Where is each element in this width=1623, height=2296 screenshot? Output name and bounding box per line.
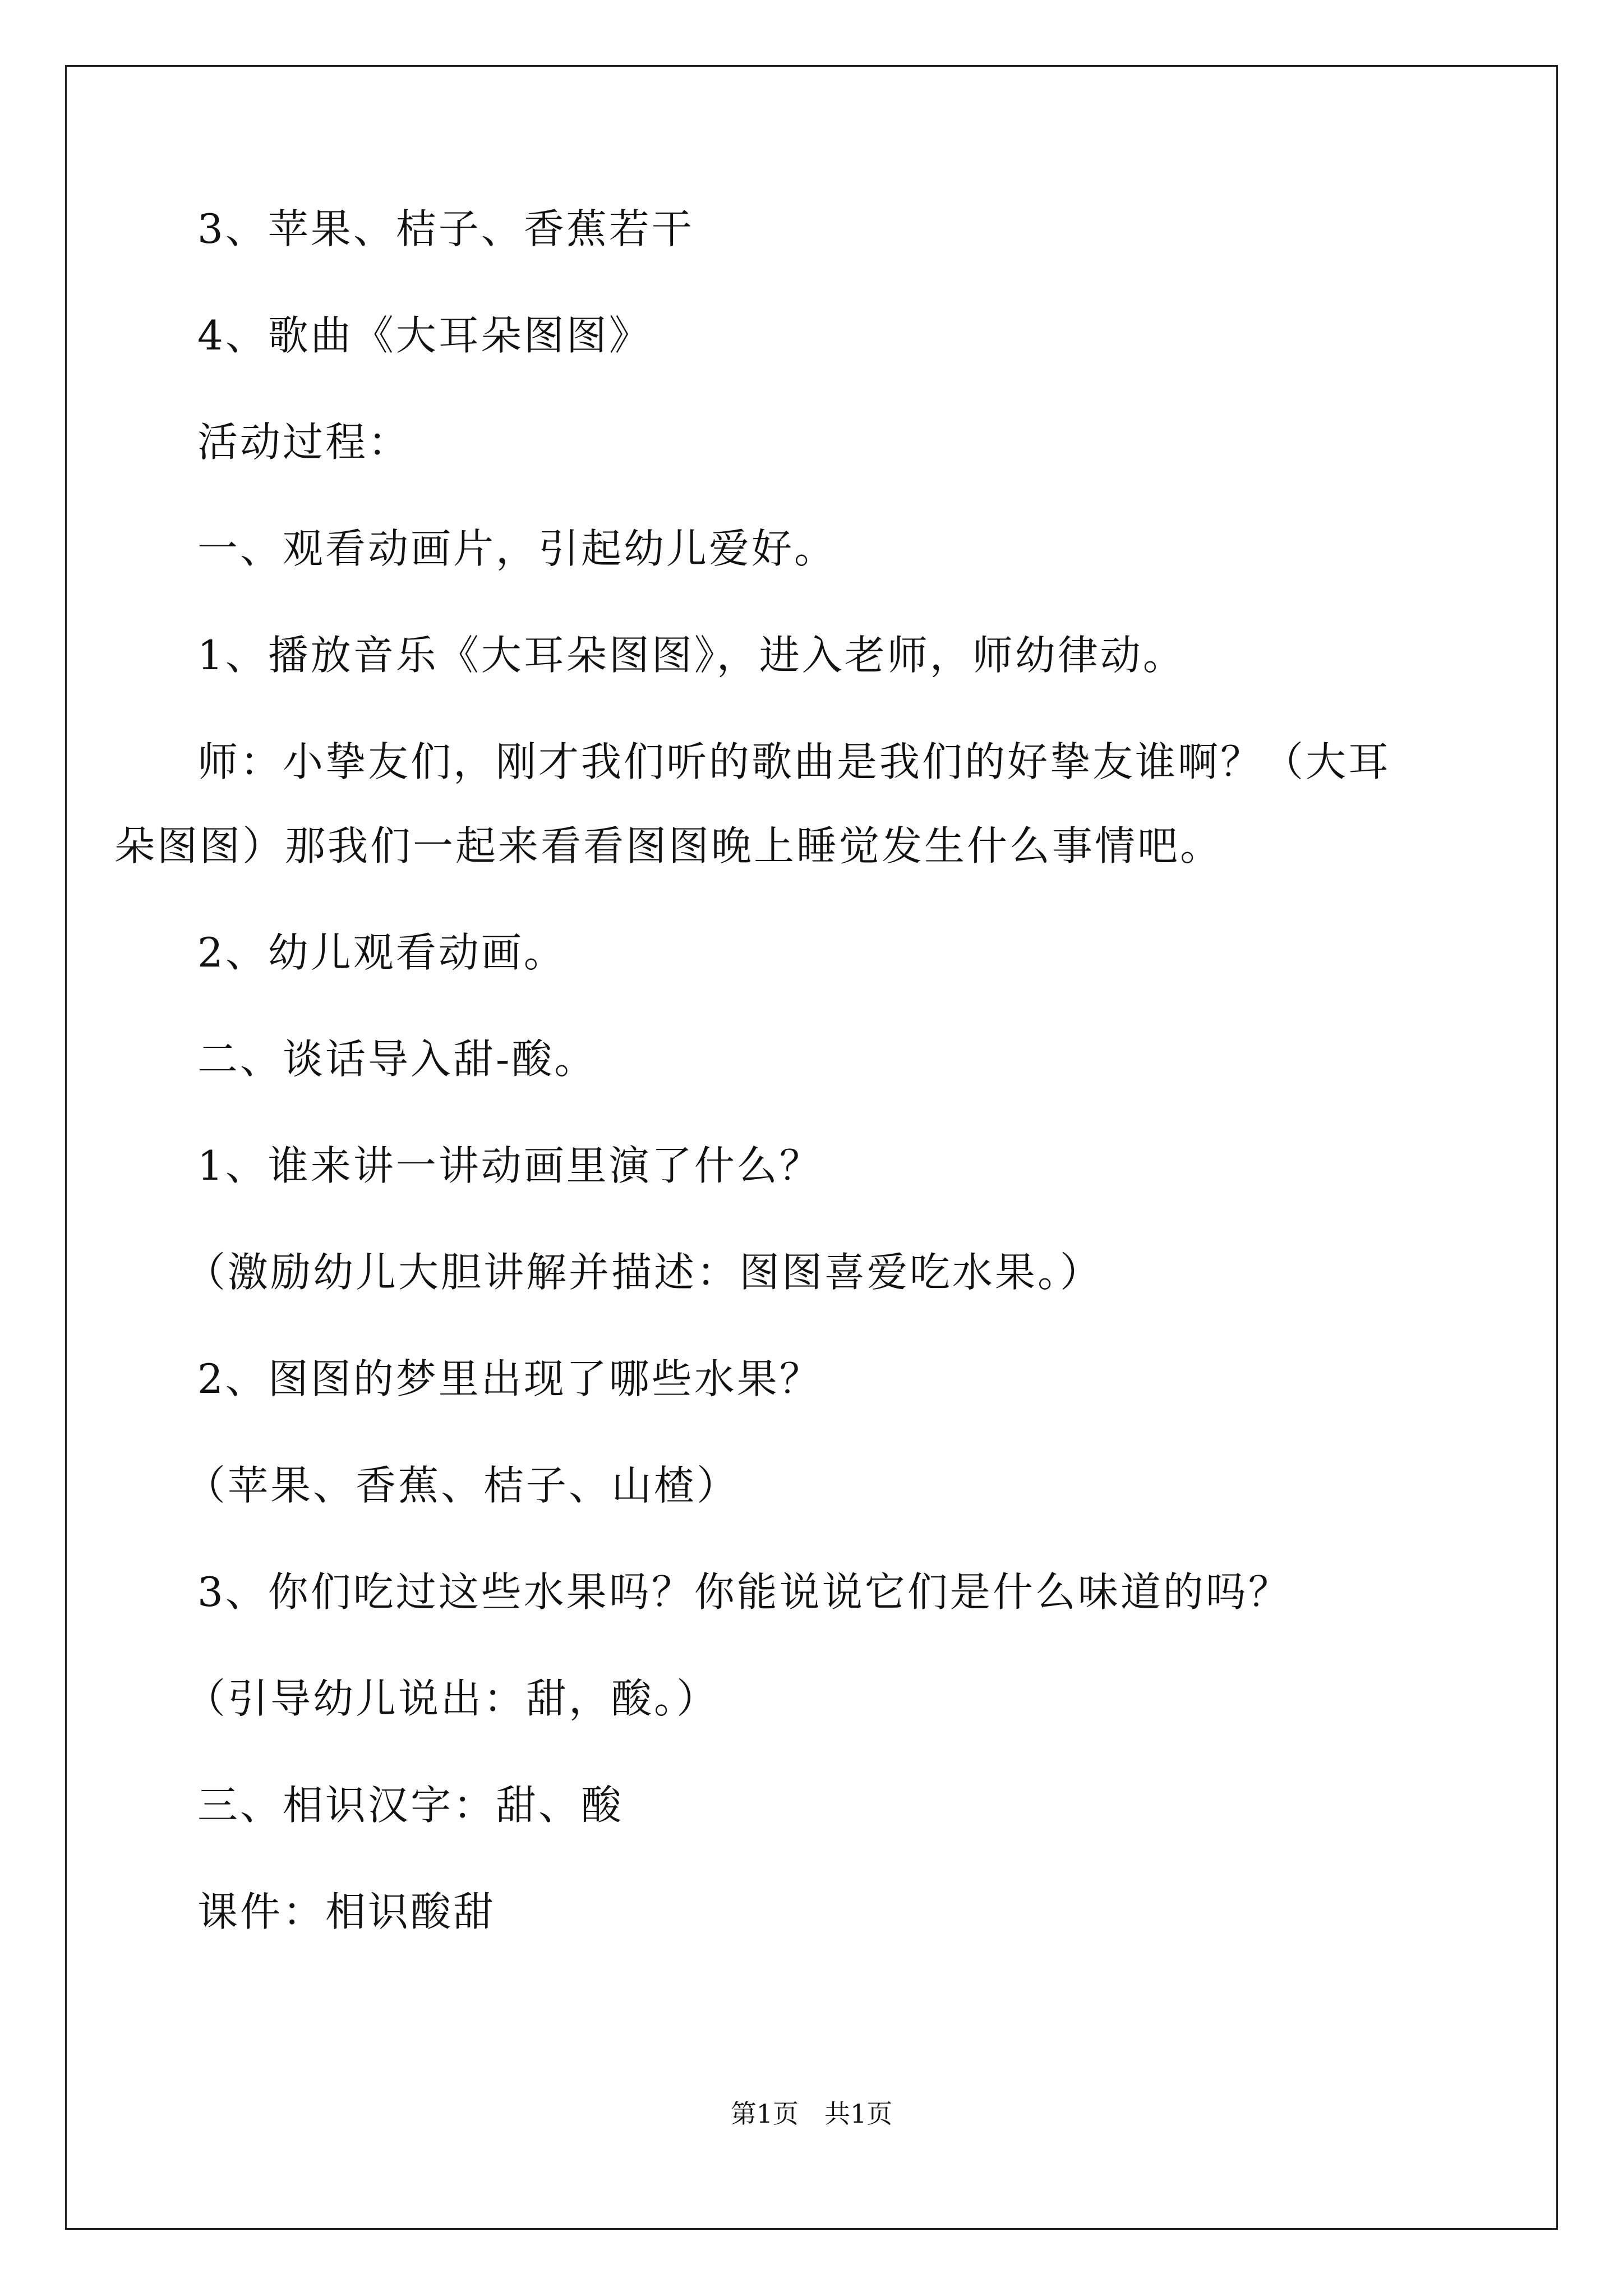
paragraph-note-1: （激励幼儿大胆讲解并描述：图图喜爱吃水果。） <box>185 1249 1103 1296</box>
material-item-3: 3、苹果、桔子、香蕉若干 <box>197 205 694 252</box>
page-footer: 第1页 共1页 <box>730 2099 893 2129</box>
paragraph-watch-animation: 2、幼儿观看动画。 <box>197 929 566 976</box>
paragraph-play-music: 1、播放音乐《大耳朵图图》，进入老师，师幼律动。 <box>197 632 1186 679</box>
material-item-4: 4、歌曲《大耳朵图图》 <box>197 312 652 359</box>
step-heading-1: 一、观看动画片，引起幼儿爱好。 <box>197 525 837 572</box>
paragraph-note-2: （苹果、香蕉、桔子、山楂） <box>185 1462 740 1509</box>
paragraph-question-2: 2、图图的梦里出现了哪些水果？ <box>197 1355 822 1402</box>
step-heading-2: 二、谈话导入甜-酸。 <box>197 1036 597 1083</box>
paragraph-note-3: （引导幼儿说出：甜，酸。） <box>185 1675 720 1722</box>
document-body <box>114 202 1465 1991</box>
paragraph-teacher-question: 师：小挚友们，刚才我们听的歌曲是我们的好挚友谁啊？（大耳 <box>197 738 1391 785</box>
paragraph-question-1: 1、谁来讲一讲动画里演了什么？ <box>197 1142 822 1189</box>
step-heading-3: 三、相识汉字：甜、酸 <box>197 1782 624 1829</box>
paragraph-teacher-question-continued: 朵图图）那我们一起来看看图图晚上睡觉发生什么事情吧。 <box>114 822 1223 869</box>
paragraph-question-3: 3、你们吃过这些水果吗？你能说说它们是什么味道的吗？ <box>197 1568 1291 1616</box>
paragraph-courseware: 课件：相识酸甜 <box>197 1888 496 1935</box>
section-heading-process: 活动过程： <box>197 418 411 466</box>
